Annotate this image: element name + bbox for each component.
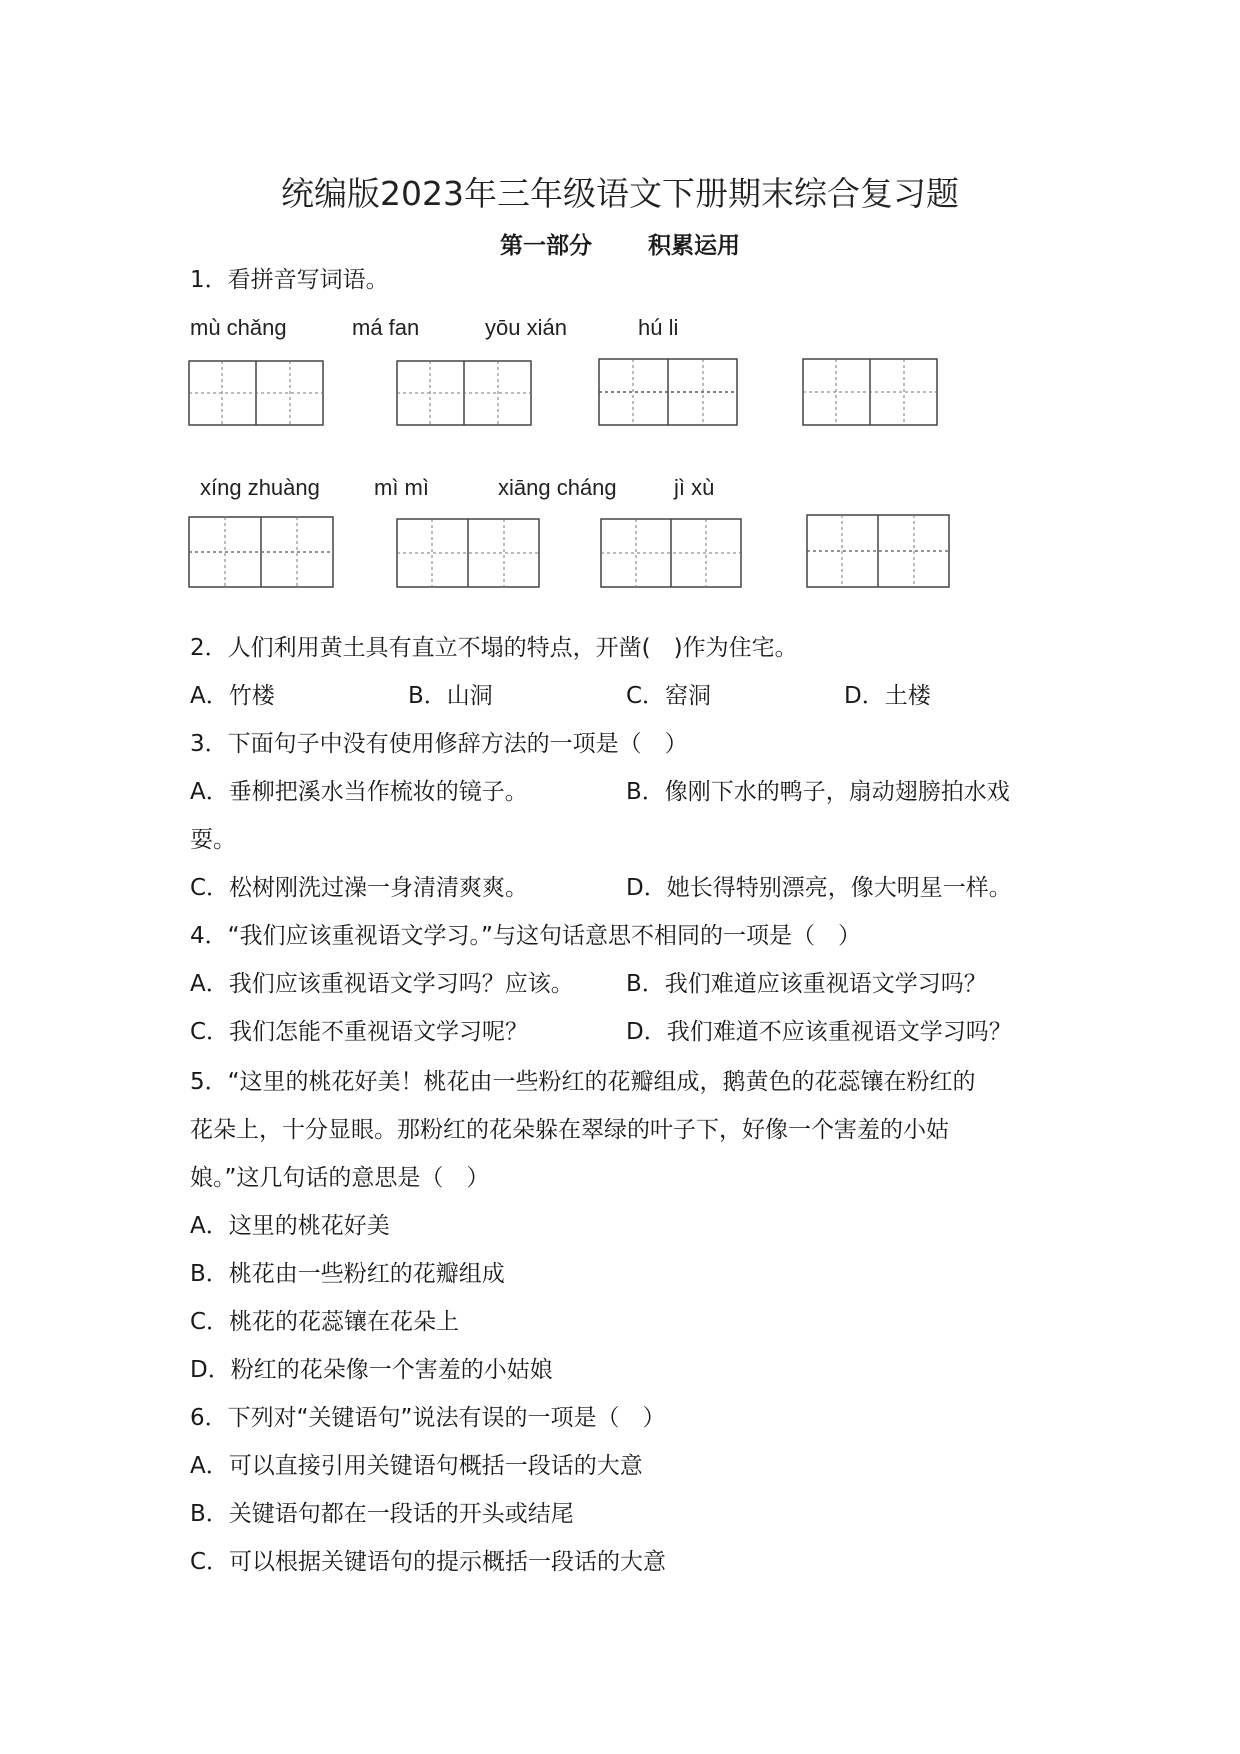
writing-grid[interactable] — [188, 516, 334, 582]
question-3-option-c[interactable]: C．松树刚洗过澡一身清清爽爽。 — [190, 875, 529, 901]
question-5-stem-line-2: 花朵上，十分显眼。那粉红的花朵躲在翠绿的叶子下，好像一个害羞的小姑 — [190, 1117, 949, 1143]
pinyin-label: yōu xián — [485, 315, 567, 340]
page-title: 统编版2023年三年级语文下册期末综合复习题 — [281, 174, 959, 213]
question-3-option-d[interactable]: D．她长得特别漂亮，像大明星一样。 — [626, 875, 1012, 901]
question-3-option-b[interactable]: B．像刚下水的鸭子，扇动翅膀拍水戏 — [626, 779, 1010, 805]
question-6-option-b[interactable]: B．关键语句都在一段话的开头或结尾 — [190, 1501, 574, 1527]
pinyin-label: xíng zhuàng — [200, 475, 320, 500]
pinyin-label: mù chǎng — [190, 315, 287, 340]
writing-grid[interactable] — [598, 358, 738, 424]
pinyin-label: má fan — [352, 315, 420, 340]
writing-grid[interactable] — [396, 518, 540, 584]
question-3-stem: 3．下面句子中没有使用修辞方法的一项是（ ） — [190, 731, 688, 757]
question-2-option-c[interactable]: C．窑洞 — [626, 683, 712, 709]
question-2-stem: 2．人们利用黄土具有直立不塌的特点，开凿( )作为住宅。 — [190, 635, 798, 661]
question-3-option-b-continued: 耍。 — [190, 827, 236, 853]
question-5-stem-line-1: 5．“这里的桃花好美！桃花由一些粉红的花瓣组成，鹅黄色的花蕊镶在粉红的 — [190, 1069, 976, 1095]
question-4-option-a[interactable]: A．我们应该重视语文学习吗？应该。 — [190, 971, 574, 997]
section-heading: 第一部分 积累运用 — [499, 233, 740, 259]
pinyin-label: xiāng cháng — [498, 475, 617, 500]
pinyin-label: mì mì — [374, 475, 429, 500]
writing-grid[interactable] — [600, 518, 742, 584]
writing-grid[interactable] — [396, 360, 532, 426]
question-2-option-a[interactable]: A．竹楼 — [190, 683, 275, 709]
question-6-option-a[interactable]: A．可以直接引用关键语句概括一段话的大意 — [190, 1453, 643, 1479]
question-5-option-b[interactable]: B．桃花由一些粉红的花瓣组成 — [190, 1261, 505, 1287]
question-1-stem: 1．看拼音写词语。 — [190, 267, 389, 293]
writing-grid[interactable] — [806, 514, 950, 580]
question-5-option-d[interactable]: D．粉红的花朵像一个害羞的小姑娘 — [190, 1357, 553, 1383]
pinyin-label: jì xù — [674, 475, 715, 500]
question-4-option-c[interactable]: C．我们怎能不重视语文学习呢？ — [190, 1019, 529, 1045]
question-5-option-a[interactable]: A．这里的桃花好美 — [190, 1213, 390, 1239]
question-3-option-a[interactable]: A．垂柳把溪水当作梳妆的镜子。 — [190, 779, 528, 805]
question-5-option-c[interactable]: C．桃花的花蕊镶在花朵上 — [190, 1309, 460, 1335]
question-5-stem-line-3: 娘。”这几句话的意思是（ ） — [190, 1165, 490, 1191]
question-6-stem: 6．下列对“关键语句”说法有误的一项是（ ） — [190, 1405, 666, 1431]
writing-grid[interactable] — [802, 358, 938, 424]
question-2-option-d[interactable]: D．土楼 — [844, 683, 931, 709]
question-4-option-b[interactable]: B．我们难道应该重视语文学习吗？ — [626, 971, 987, 997]
question-4-stem: 4．“我们应该重视语文学习。”与这句话意思不相同的一项是（ ） — [190, 923, 861, 949]
question-4-option-d[interactable]: D．我们难道不应该重视语文学习吗？ — [626, 1019, 1012, 1045]
pinyin-label: hú li — [638, 315, 679, 340]
writing-grid[interactable] — [188, 360, 324, 426]
question-2-option-b[interactable]: B．山洞 — [408, 683, 493, 709]
question-6-option-c[interactable]: C．可以根据关键语句的提示概括一段话的大意 — [190, 1549, 667, 1575]
